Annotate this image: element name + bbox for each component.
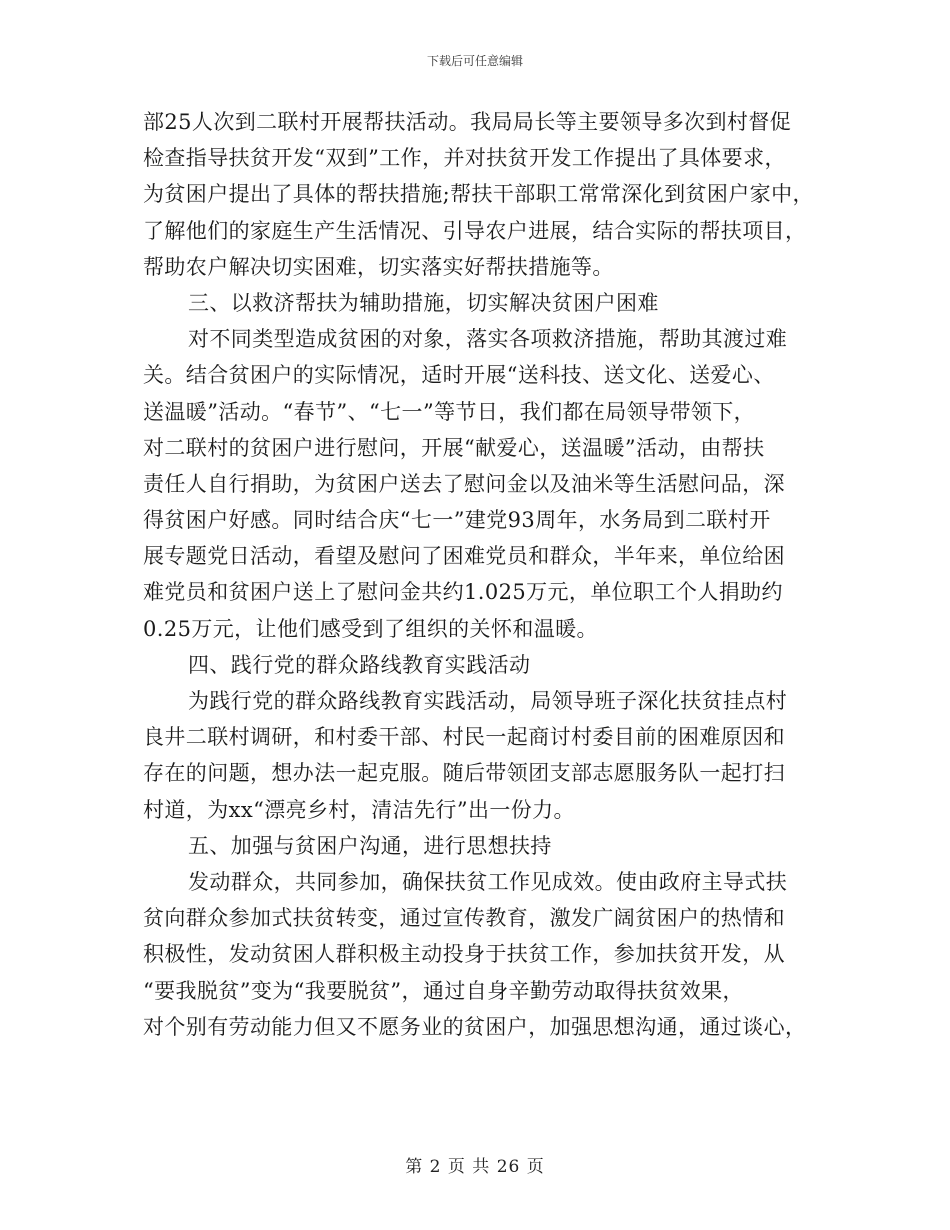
text-line: 对不同类型造成贫困的对象，落实各项救济措施，帮助其渡过难 [188,327,788,352]
text-line: 0.25万元，让他们感受到了组织的关怀和温暖。 [143,616,598,641]
text-line: 存在的问题，想办法一起克服。随后带领团支部志愿服务队一起打扫 [143,761,785,786]
section-heading: 五、加强与贫困户沟通，进行思想扶持 [188,833,552,858]
text-line: 良井二联村调研，和村委干部、村民一起商讨村委目前的困难原因和 [143,725,785,750]
text-line: 为贫困户提出了具体的帮扶措施;帮扶干部职工常常深化到贫困户家中， [143,182,814,207]
text-line: 贫向群众参加式扶贫转变，通过宣传教育，激发广阔贫困户的热情和 [143,906,785,931]
text-line: 展专题党日活动，看望及慰问了困难党员和群众，半年来，单位给困 [143,544,785,569]
text-line: 帮助农户解决切实困难，切实落实好帮扶措施等。 [143,254,614,279]
document-body [143,104,819,1045]
text-line: 部25人次到二联村开展帮扶活动。我局局长等主要领导多次到村督促 [143,110,792,134]
text-line: 得贫困户好感。同时结合庆“七一”建党93周年，水务局到二联村开 [143,508,771,533]
text-line: 为践行党的群众路线教育实践活动，局领导班子深化扶贫挂点村 [188,689,788,713]
text-line: 发动群众，共同参加，确保扶贫工作见成效。使由政府主导式扶 [188,869,788,894]
text-line: 村道，为xx“漂亮乡村，清洁先行”出一份力。 [143,797,575,822]
page-footer: 第 2 页 共 26 页 [405,1157,545,1177]
text-line: 了解他们的家庭生产生活情况、引导农户进展，结合实际的帮扶项目， [143,218,807,243]
section-heading: 四、践行党的群众路线教育实践活动 [188,652,531,677]
text-line: 难党员和贫困户送上了慰问金共约1.025万元，单位职工个人捐助约 [143,580,783,605]
text-line: 积极性，发动贫困人群积极主动投身于扶贫工作，参加扶贫开发，从 [143,942,785,967]
text-line: 送温暖”活动。“春节”、“七一”等节日，我们都在局领导带领下， [143,399,756,424]
text-line: “要我脱贫”变为“我要脱贫”，通过自身辛勤劳动取得扶贫效果， [143,978,744,1003]
text-line: 对个别有劳动能力但又不愿务业的贫困户，加强思想沟通，通过谈心， [143,1014,807,1039]
text-line: 责任人自行捐助，为贫困户送去了慰问金以及油米等生活慰问品，深 [143,471,785,496]
page-header: 下载后可任意编辑 [426,54,523,68]
text-line: 关。结合贫困户的实际情况，适时开展“送科技、送文化、送爱心、 [143,363,775,388]
section-heading: 三、以救济帮扶为辅助措施，切实解决贫困户困难 [188,290,659,315]
text-line: 对二联村的贫困户进行慰问，开展“献爱心，送温暖”活动，由帮扶 [143,435,765,460]
text-line: 检查指导扶贫开发“双到”工作，并对扶贫开发工作提出了具体要求， [143,146,786,171]
